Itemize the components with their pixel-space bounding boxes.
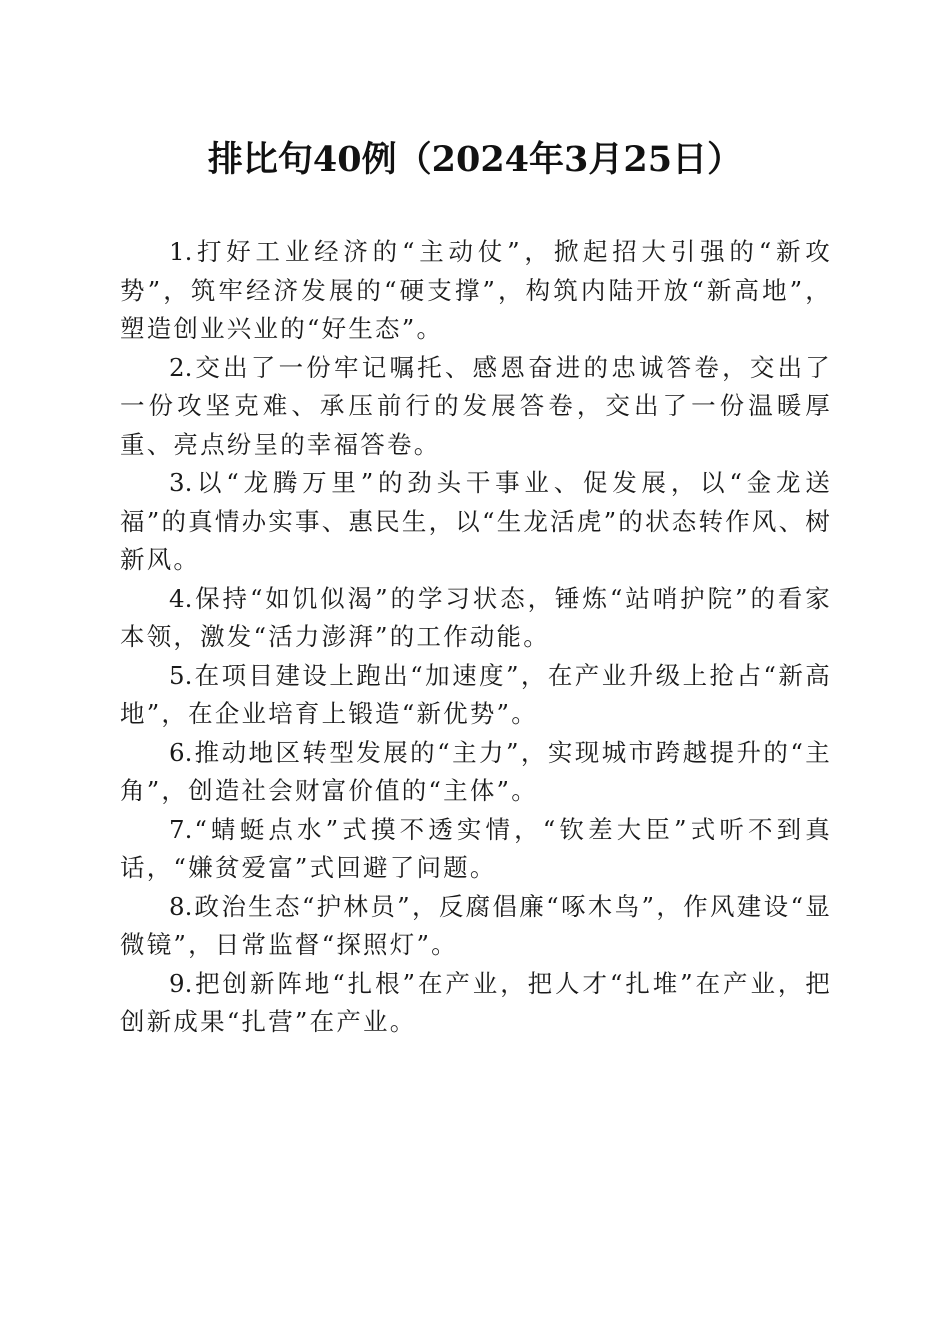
paragraph-number: 9.: [169, 968, 193, 998]
paragraph-text: 政治生态“护林员”，反腐倡廉“啄木鸟”，作风建设“显微镜”，日常监督“探照灯”。: [120, 891, 832, 959]
paragraph-number: 3.: [169, 468, 193, 497]
paragraph-text: “蜻蜓点水”式摸不透实情，“钦差大臣”式听不到真话，“嫌贫爱富”式回避了问题。: [120, 814, 832, 882]
paragraph-number: 8.: [169, 891, 193, 921]
paragraph-number: 1.: [169, 237, 193, 266]
paragraph-1: [120, 233, 832, 349]
paragraph-number: 2.: [169, 352, 193, 382]
paragraph-6: [120, 734, 832, 811]
paragraph-number: 7.: [169, 814, 193, 844]
paragraph-text: 以“龙腾万里”的劲头干事业、促发展，以“金龙送福”的真情办实事、惠民生，以“生龙活虎”的状态转作风、树新风。: [120, 468, 832, 574]
paragraph-text: 把创新阵地“扎根”在产业，把人才“扎堆”在产业，把创新成果“扎营”在产业。: [120, 968, 832, 1036]
document-title: 排比句40例（2024年3月25日）: [207, 139, 743, 180]
paragraph-2: [120, 349, 832, 465]
paragraph-text: 交出了一份牢记嘱托、感恩奋进的忠诚答卷，交出了一份攻坚克难、承压前行的发展答卷，交出了一份温暖厚重、亮点纷呈的幸福答卷。: [120, 352, 832, 459]
paragraph-text: 打好工业经济的“主动仗”，掀起招大引强的“新攻势”，筑牢经济发展的“硬支撑”，构筑内陆开放“新高地”，塑造创业兴业的“好生态”。: [120, 237, 832, 343]
paragraph-text: 保持“如饥似渴”的学习状态，锤炼“站哨护院”的看家本领，激发“活力澎湃”的工作动能。: [120, 583, 832, 651]
paragraph-3: [120, 464, 832, 580]
paragraph-number: 4.: [169, 583, 193, 613]
paragraph-number: 6.: [169, 737, 193, 767]
paragraph-8: [120, 888, 832, 965]
paragraph-text: 推动地区转型发展的“主力”，实现城市跨越提升的“主角”，创造社会财富价值的“主体”。: [120, 737, 832, 805]
paragraph-5: [120, 657, 832, 734]
paragraph-9: [120, 965, 832, 1042]
document-body: [120, 233, 832, 1042]
paragraph-number: 5.: [169, 660, 193, 690]
paragraph-7: [120, 811, 832, 888]
paragraph-4: [120, 580, 832, 657]
paragraph-text: 在项目建设上跑出“加速度”，在产业升级上抢占“新高地”，在企业培育上锻造“新优势”。: [120, 660, 832, 728]
